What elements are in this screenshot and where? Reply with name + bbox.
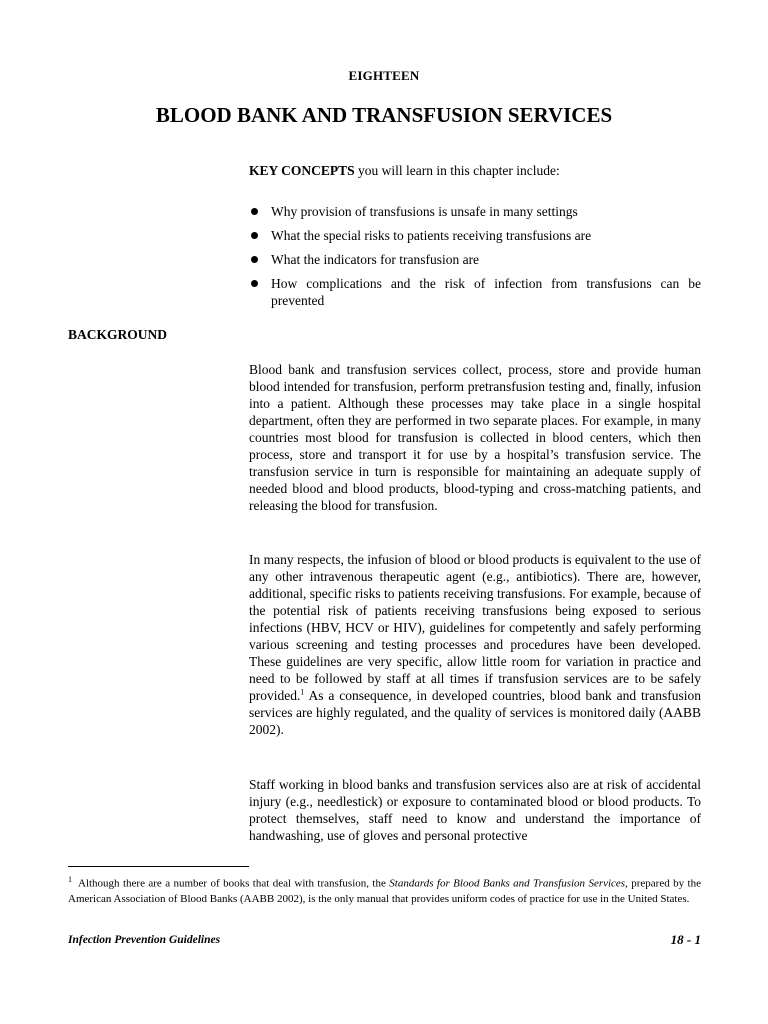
key-concepts-label: KEY CONCEPTS bbox=[249, 163, 355, 178]
background-paragraph-3: Staff working in blood banks and transfusion services also are at risk of accidental injury (e.g., needlestick) or exposure to contaminated blood or blood products. To protect themselves, staff need to know and understand the importance of handwashing, use of gloves and personal protective bbox=[249, 777, 701, 843]
bullet-icon bbox=[251, 232, 258, 239]
footnote bbox=[68, 872, 701, 907]
bullet-icon bbox=[251, 208, 258, 215]
list-item bbox=[249, 203, 701, 220]
bullet-icon bbox=[251, 280, 258, 287]
footnote-text: prepared by the American Association of Blood Banks (AABB 2002), is the only manual that provides uniform codes of practice for use in the United States. bbox=[68, 877, 701, 905]
key-concepts-lead: you will learn in this chapter include: bbox=[354, 163, 560, 178]
running-footer-title: Infection Prevention Guidelines bbox=[68, 934, 221, 946]
list-item-text: What the indicators for transfusion are bbox=[271, 252, 480, 267]
chapter-title: BLOOD BANK AND TRANSFUSION SERVICES bbox=[155, 103, 613, 127]
footnote-text: Although there are a number of books that deal with transfusion, the bbox=[78, 877, 390, 890]
background-paragraph-1: Blood bank and transfusion services collect, process, store and provide human blood intended for transfusion, perform pretransfusion testing and, finally, infusion into a patient. Although these processes may take place in a single hospital department, often they are performed in two separate places. For example, in many countries most blood for transfusion is collected in blood centers, which then process, store and transport it for use by a hospital’s transfusion service. The transfusion service in turn is responsible for maintaining an adequate supply of needed blood and blood products, blood-typing and cross-matching patients, and releasing the blood for transfusion. bbox=[249, 362, 701, 513]
page-number: 18 - 1 bbox=[670, 932, 701, 947]
chapter-number: EIGHTEEN bbox=[348, 68, 420, 83]
key-concepts-list bbox=[249, 203, 701, 316]
list-item bbox=[249, 275, 701, 309]
background-paragraph-2 bbox=[249, 551, 701, 738]
list-item-text: What the special risks to patients receiving transfusions are bbox=[271, 228, 592, 243]
footnote-marker: 1 bbox=[68, 875, 72, 884]
footnote-reference[interactable]: 1 bbox=[300, 687, 305, 697]
paragraph-text: As a consequence, in developed countries, blood bank and transfusion services are highly regulated, and the quality of services is monitored daily (AABB 2002). bbox=[249, 688, 701, 737]
list-item-text: How complications and the risk of infection from transfusions can be prevented bbox=[271, 276, 701, 308]
footnote-title-italic: Standards for Blood Banks and Transfusion Services, bbox=[389, 877, 628, 890]
list-item-text: Why provision of transfusions is unsafe in many settings bbox=[271, 204, 578, 219]
bullet-icon bbox=[251, 256, 258, 263]
list-item bbox=[249, 251, 701, 268]
list-item bbox=[249, 227, 701, 244]
key-concepts-intro bbox=[249, 163, 701, 179]
paragraph-text: In many respects, the infusion of blood or blood products is equivalent to the use of any other intravenous therapeutic agent (e.g., antibiotics). There are, however, additional, specific risks to patients receiving transfusions. For example, because of the potential risk of patients receiving transfusions being exposed to serious infections (HBV, HCV or HIV), guidelines for competently and safely performing various screening and testing processes and procedures have been developed. These guidelines are very specific, allow little room for variation in practice and need to be followed by staff at all times if transfusion services are to be safely provided. bbox=[249, 552, 701, 703]
footnote-divider bbox=[68, 866, 249, 867]
section-heading-background: BACKGROUND bbox=[68, 327, 168, 342]
